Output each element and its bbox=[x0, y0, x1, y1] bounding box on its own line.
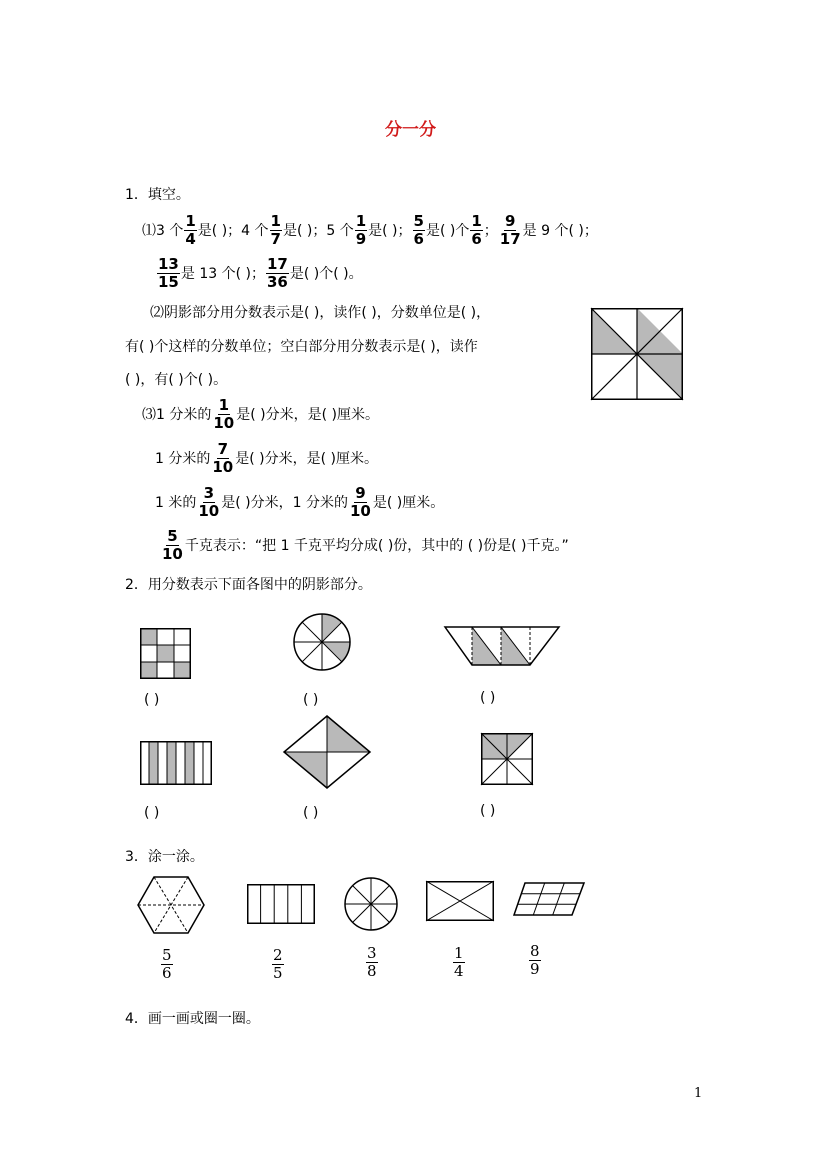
q3-hexagon-figure[interactable] bbox=[137, 876, 205, 934]
q2-rhombus-figure bbox=[284, 716, 370, 788]
q2-answer-6[interactable]: ( ) bbox=[480, 803, 496, 819]
q3-fraction-1: $\frac{5}{6}$ bbox=[162, 946, 172, 982]
q1-part3-line1: ⑶1 分米的 $\frac{1}{10}$ 是( )分米，是( )厘米。 bbox=[142, 395, 379, 432]
fraction: $\frac{9}{17}$ bbox=[499, 211, 521, 248]
q3-circle-figure[interactable] bbox=[344, 877, 398, 931]
fraction: $\frac{7}{10}$ bbox=[212, 439, 234, 476]
q2-answer-5[interactable]: ( ) bbox=[303, 805, 319, 821]
fraction: $\frac{13}{15}$ bbox=[158, 254, 179, 291]
q1-part2-line1: ⑵阴影部分用分数表示是( )，读作( )，分数单位是( )， bbox=[150, 305, 491, 321]
q3-fraction-3: $\frac{3}{8}$ bbox=[367, 944, 377, 980]
q3-parallelogram-figure[interactable] bbox=[513, 882, 585, 916]
q2-circle-figure bbox=[293, 613, 351, 671]
fraction: $\frac{3}{10}$ bbox=[198, 483, 220, 520]
q2-small-square-figure bbox=[481, 733, 533, 785]
q4-heading: 4．画一画或圈一圈。 bbox=[125, 1011, 260, 1027]
q2-answer-1[interactable]: ( ) bbox=[144, 692, 160, 708]
fraction: $\frac{9}{10}$ bbox=[349, 483, 371, 520]
q3-rectangle-figure[interactable] bbox=[247, 884, 315, 924]
q1-square-figure bbox=[591, 308, 683, 400]
q2-strips-figure bbox=[140, 741, 212, 785]
fraction: $\frac{1}{7}$ bbox=[270, 211, 281, 248]
q3-diagonal-rectangle-figure[interactable] bbox=[426, 881, 494, 921]
q2-answer-4[interactable]: ( ) bbox=[144, 805, 160, 821]
fraction: $\frac{1}{10}$ bbox=[213, 395, 235, 432]
fraction: $\frac{5}{6}$ bbox=[413, 211, 424, 248]
q1-part3-line2: 1 分米的 $\frac{7}{10}$ 是( )分米，是( )厘米。 bbox=[155, 439, 378, 476]
q2-answer-2[interactable]: ( ) bbox=[303, 692, 319, 708]
fraction: $\frac{5}{10}$ bbox=[162, 526, 183, 563]
q1-part1-line1: ⑴3 个 $\frac{1}{4}$ 是( )；4 个 $\frac{1}{7}$ 是( )；5 个 $\frac{1}{9}$ 是( )； $\frac{5}{6}$ 是( )个 $\frac{1}{6}$ ； $\frac{9}{17}$ 是 9 个( )； bbox=[142, 211, 598, 248]
q1-heading: 1．填空。 bbox=[125, 187, 190, 203]
page-title: 分一分 bbox=[385, 120, 436, 140]
q3-fraction-4: $\frac{1}{4}$ bbox=[454, 944, 464, 980]
q1-part3-line3: 1 米的 $\frac{3}{10}$ 是( )分米，1 分米的 $\frac{9}{10}$ 是( )厘米。 bbox=[155, 483, 445, 520]
q1-part2-line3: ( )，有( )个( )。 bbox=[125, 372, 228, 388]
q2-answer-3[interactable]: ( ) bbox=[480, 690, 496, 706]
fraction: $\frac{1}{6}$ bbox=[471, 211, 482, 248]
q1-part3-line4: $\frac{5}{10}$ 千克表示：“把 1 千克平均分成( )份，其中的 ( )份是( )千克。” bbox=[162, 526, 569, 563]
q3-heading: 3．涂一涂。 bbox=[125, 849, 204, 865]
q2-grid-figure bbox=[140, 628, 191, 679]
fraction: $\frac{1}{4}$ bbox=[185, 211, 196, 248]
fraction: $\frac{1}{9}$ bbox=[355, 211, 367, 248]
q2-trapezoid-figure bbox=[445, 627, 559, 665]
q1-part2-line2: 有( )个这样的分数单位；空白部分用分数表示是( )，读作 bbox=[125, 339, 478, 355]
q3-fraction-2: $\frac{2}{5}$ bbox=[273, 946, 283, 982]
q1-part1-line2: $\frac{13}{15}$ 是 13 个( )； $\frac{17}{36}$ 是( )个( )。 bbox=[158, 254, 363, 291]
q2-heading: 2．用分数表示下面各图中的阴影部分。 bbox=[125, 577, 372, 593]
q3-fraction-5: $\frac{8}{9}$ bbox=[530, 942, 540, 978]
fraction: $\frac{17}{36}$ bbox=[266, 254, 288, 291]
page-number: 1 bbox=[694, 1086, 703, 1101]
